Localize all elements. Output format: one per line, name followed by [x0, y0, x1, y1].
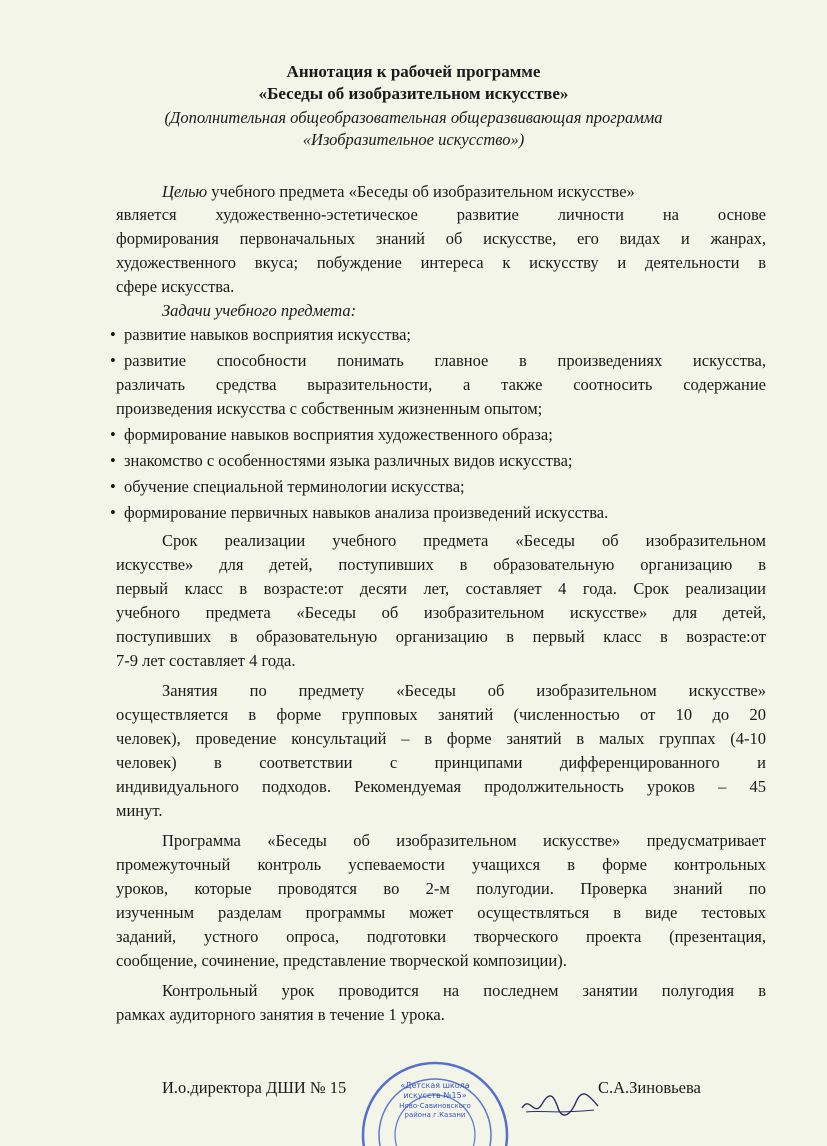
bullet-icon: • — [110, 425, 116, 444]
task-item: • развитие навыков восприятия искусства; — [110, 325, 412, 344]
control-line: изученным разделам программы может осуществляться в виде тестовых — [116, 903, 766, 922]
task-item: • формирование первичных навыков анализа произведений искусства. — [110, 503, 609, 522]
duration-line: поступивших в образовательную организацию в первый класс в возрасте:от — [116, 627, 766, 646]
lessons-line: Занятия по предмету «Беседы об изобразительном искусстве» — [162, 681, 766, 700]
task-item: • обучение специальной терминологии искусства; — [110, 477, 465, 496]
goal-line1-rest: учебного предмета «Беседы об изобразительном искусстве» — [207, 182, 635, 201]
goal-label: Целью — [162, 182, 208, 201]
goal-line1 — [162, 182, 635, 202]
duration-line: искусстве» для детей, поступивших в образовательную организацию в — [116, 555, 766, 574]
doc-subtitle-line2: «Изобразительное искусство») — [302, 130, 525, 149]
lessons-line: человек) в соответствии с принципами дифференцированного и — [116, 753, 766, 772]
task-item: • знакомство с особенностями языка различных видов искусства; — [110, 451, 573, 470]
stamp-text-3: Ново-Савиновского — [399, 1102, 471, 1110]
lessons-line: осуществляется в форме групповых занятий (численностью от 10 до 20 — [116, 705, 766, 724]
goal-line5: сфере искусства. — [116, 277, 235, 296]
goal-line3: формирования первоначальных знаний об искусстве, его видах и жанрах, — [116, 229, 766, 248]
bullet-icon: • — [110, 451, 116, 470]
director-name: С.А.Зиновьева — [598, 1078, 701, 1097]
bullet-icon: • — [110, 351, 116, 370]
lessons-line: минут. — [116, 801, 163, 820]
director-title: И.о.директора ДШИ № 15 — [162, 1078, 347, 1097]
control-line: промежуточный контроль успеваемости учащихся в форме контрольных — [116, 855, 766, 874]
task-item: • развитие способности понимать главное в произведениях искусства, — [110, 351, 766, 370]
tasks-heading: Задачи учебного предмета: — [162, 301, 357, 320]
duration-line: первый класс в возрасте:от десяти лет, составляет 4 года. Срок реализации — [116, 579, 766, 598]
control-line: заданий, устного опроса, подготовки творческого проекта (презентация, — [116, 927, 766, 946]
doc-title-line1: Аннотация к рабочей программе — [286, 62, 541, 81]
lessons-line: человек), проведение консультаций – в форме занятий в малых группах (4-10 — [116, 729, 766, 748]
final-line: Контрольный урок проводится на последнем занятии полугодия в — [162, 981, 766, 1000]
control-line: сообщение, сочинение, представление творческой композиции). — [116, 951, 567, 970]
duration-line: Срок реализации учебного предмета «Беседы об изобразительном — [162, 531, 766, 550]
goal-line2: является художественно-эстетическое развитие личности на основе — [116, 205, 766, 224]
task-item-cont: произведения искусства с собственным жизненным опытом; — [116, 399, 543, 418]
bullet-icon: • — [110, 503, 116, 522]
doc-title-line2: «Беседы об изобразительном искусстве» — [258, 84, 569, 103]
bullet-icon: • — [110, 325, 116, 344]
task-item-cont: различать средства выразительности, а также соотносить содержание — [116, 375, 766, 394]
stamp-text-2: искусств №15» — [403, 1091, 467, 1100]
duration-line: 7-9 лет составляет 4 года. — [116, 651, 296, 670]
control-line: Программа «Беседы об изобразительном искусстве» предусматривает — [162, 831, 766, 850]
duration-line: учебного предмета «Беседы об изобразительном искусстве» для детей, — [116, 603, 766, 622]
bullet-icon: • — [110, 477, 116, 496]
school-stamp — [360, 1050, 510, 1146]
doc-subtitle-line1: (Дополнительная общеобразовательная общеразвивающая программа — [164, 108, 663, 127]
lessons-line: индивидуального подходов. Рекомендуемая продолжительность уроков – 45 — [116, 777, 766, 796]
goal-line4: художественного вкуса; побуждение интереса к искусству и деятельности в — [116, 253, 766, 272]
control-line: уроков, которые проводятся во 2-м полугодии. Проверка знаний по — [116, 879, 766, 898]
task-item: • формирование навыков восприятия художественного образа; — [110, 425, 553, 444]
final-line: рамках аудиторного занятия в течение 1 урока. — [116, 1005, 445, 1024]
stamp-text-4: района г.Казани — [404, 1111, 466, 1119]
stamp-text-1: «Детская школа — [400, 1081, 470, 1090]
handwritten-signature — [520, 1090, 600, 1120]
